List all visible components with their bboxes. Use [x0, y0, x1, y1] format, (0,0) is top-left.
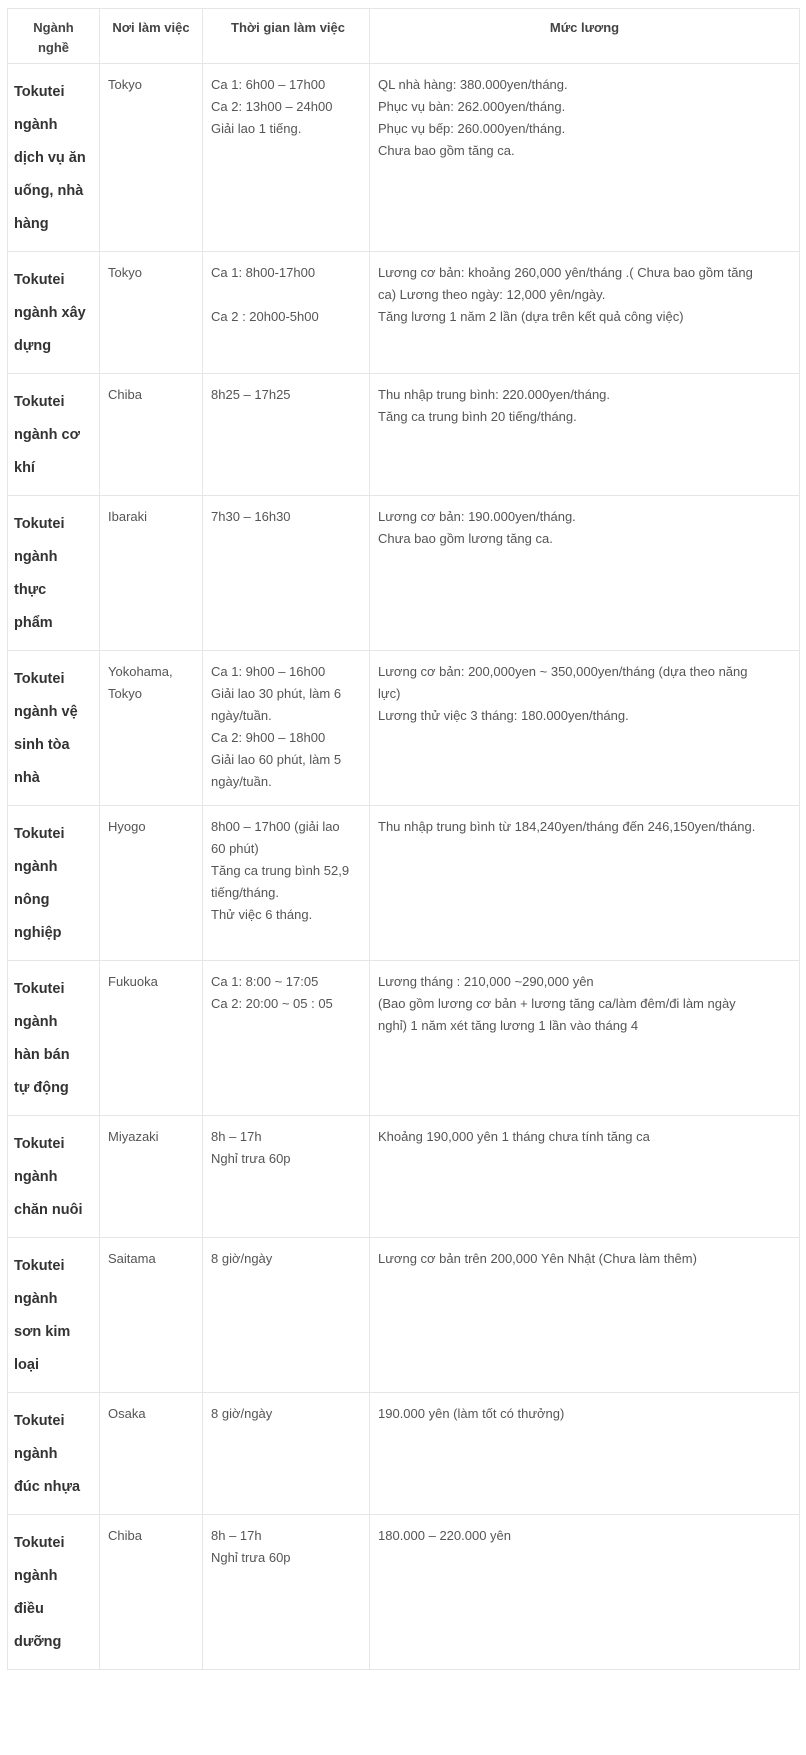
working-hours-line: Giải lao 60 phút, làm 5 [211, 752, 342, 767]
salary-line: Lương tháng : 210,000 ~290,000 yên [378, 974, 594, 989]
place-cell [100, 374, 203, 496]
working-hours-line: Ca 1: 9h00 – 16h00 [211, 664, 326, 679]
salary-cell [370, 1238, 800, 1393]
name-cell [8, 1116, 100, 1238]
header-salary [370, 9, 800, 64]
location-line: Chiba [108, 1528, 142, 1543]
industry-name-line: hàn bán [14, 1047, 70, 1063]
salary-line: (Bao gồm lương cơ bản + lương tăng ca/làm đêm/đi làm ngày [378, 996, 736, 1011]
working-hours-line: 7h30 – 16h30 [211, 509, 291, 524]
header-industry [8, 9, 100, 64]
name-cell [8, 806, 100, 961]
table-row [8, 374, 800, 496]
industry-name-line: ngành [14, 1169, 58, 1185]
location-line: Tokyo [108, 265, 142, 280]
header-salary-label: Mức lương [549, 20, 620, 35]
industry-name-line: điều [14, 1601, 44, 1617]
working-hours-line: 60 phút) [211, 841, 259, 856]
industry-name-line: Tokutei [14, 516, 65, 532]
time-cell [203, 64, 370, 252]
table-row [8, 961, 800, 1116]
working-hours-line: 8 giờ/ngày [211, 1251, 273, 1266]
industry-name-line: ngành [14, 1014, 58, 1030]
name-cell [8, 961, 100, 1116]
industry-name-line: ngành vệ [14, 704, 78, 720]
name-cell [8, 1515, 100, 1670]
working-hours-line: Nghỉ trưa 60p [211, 1151, 291, 1166]
time-cell [203, 806, 370, 961]
location-line: Yokohama, [108, 664, 173, 679]
industry-name-line: loại [14, 1357, 39, 1373]
industry-name-line: ngành [14, 859, 58, 875]
salary-cell [370, 806, 800, 961]
table-row [8, 252, 800, 374]
table-row [8, 1116, 800, 1238]
working-hours-line: tiếng/tháng. [211, 885, 279, 900]
working-hours-line: Ca 1: 6h00 – 17h00 [211, 77, 326, 92]
place-cell [100, 1116, 203, 1238]
name-cell [8, 252, 100, 374]
industry-name-line: Tokutei [14, 1258, 65, 1274]
working-hours-line: Ca 1: 8h00-17h00 [211, 265, 316, 280]
salary-line: QL nhà hàng: 380.000yen/tháng. [378, 77, 568, 92]
salary-line: Thu nhập trung bình: 220.000yen/tháng. [378, 387, 611, 402]
location-line: Ibaraki [108, 509, 148, 524]
location-line: Tokyo [108, 686, 142, 701]
industry-name-line: sinh tòa [14, 737, 70, 753]
name-cell [8, 374, 100, 496]
table-row [8, 1515, 800, 1670]
industry-name-line: uống, nhà [14, 183, 84, 199]
industry-name-line: nhà [14, 770, 40, 786]
industry-name-line: dựng [14, 338, 52, 354]
industry-name-line: thực [14, 582, 47, 598]
working-hours-line: Ca 2: 9h00 – 18h00 [211, 730, 326, 745]
salary-line: Chưa bao gồm tăng ca. [378, 143, 515, 158]
time-cell [203, 1515, 370, 1670]
working-hours-line: Ca 2: 13h00 – 24h00 [211, 99, 333, 114]
industry-name-line: ngành xây [14, 305, 86, 321]
header-location [100, 9, 203, 64]
table-row [8, 496, 800, 651]
table-row [8, 1238, 800, 1393]
industry-name-line: Tokutei [14, 671, 65, 687]
working-hours-line: 8 giờ/ngày [211, 1406, 273, 1421]
time-cell [203, 1393, 370, 1515]
salary-line: Phục vụ bếp: 260.000yen/tháng. [378, 121, 566, 136]
salary-line: ca) Lương theo ngày: 12,000 yên/ngày. [378, 287, 606, 302]
salary-line: Tăng lương 1 năm 2 lần (dựa trên kết quả công việc) [378, 309, 684, 324]
salary-line: Lương cơ bản: khoảng 260,000 yên/tháng .( Chưa bao gồm tăng [378, 265, 753, 280]
industry-name-line: Tokutei [14, 981, 65, 997]
header-location-label: Nơi làm việc [112, 20, 190, 35]
place-cell [100, 252, 203, 374]
salary-line: Chưa bao gồm lương tăng ca. [378, 531, 553, 546]
working-hours-line: 8h – 17h [211, 1129, 262, 1144]
header-working-hours [203, 9, 370, 64]
salary-cell [370, 64, 800, 252]
table-row [8, 1393, 800, 1515]
header-working-hours-label: Thời gian làm việc [231, 20, 345, 35]
name-cell [8, 651, 100, 806]
name-cell [8, 64, 100, 252]
location-line: Tokyo [108, 77, 142, 92]
industry-name-line: ngành [14, 1568, 58, 1584]
salary-cell [370, 496, 800, 651]
industry-name-line: chăn nuôi [14, 1202, 83, 1218]
jobs-table [7, 8, 800, 1670]
industry-name-line: nông [14, 892, 50, 908]
salary-line: Tăng ca trung bình 20 tiếng/tháng. [378, 409, 577, 424]
working-hours-line: Giải lao 1 tiếng. [211, 121, 302, 136]
location-line: Hyogo [108, 819, 146, 834]
industry-name-line: khí [14, 460, 35, 476]
industry-name-line: Tokutei [14, 1535, 65, 1551]
salary-line: 180.000 – 220.000 yên [378, 1528, 512, 1543]
working-hours-line: 8h00 – 17h00 (giải lao [211, 819, 340, 834]
salary-line: lực) [378, 686, 401, 701]
industry-name-line: dưỡng [14, 1634, 62, 1650]
name-cell [8, 1238, 100, 1393]
location-line: Fukuoka [108, 974, 158, 989]
salary-cell [370, 961, 800, 1116]
salary-line: Phục vụ bàn: 262.000yen/tháng. [378, 99, 566, 114]
place-cell [100, 496, 203, 651]
salary-cell [370, 374, 800, 496]
industry-name-line: Tokutei [14, 826, 65, 842]
place-cell [100, 1515, 203, 1670]
working-hours-line: Thử việc 6 tháng. [211, 907, 313, 922]
working-hours-line: Ca 2: 20:00 ~ 05 : 05 [211, 996, 333, 1011]
location-line: Saitama [108, 1251, 156, 1266]
industry-name-line: đúc nhựa [14, 1479, 81, 1495]
time-cell [203, 961, 370, 1116]
time-cell [203, 1116, 370, 1238]
location-line: Chiba [108, 387, 142, 402]
industry-name-line: nghiệp [14, 925, 62, 941]
working-hours-line: 8h – 17h [211, 1528, 262, 1543]
time-cell [203, 252, 370, 374]
salary-line: Khoảng 190,000 yên 1 tháng chưa tính tăng ca [378, 1129, 650, 1144]
name-cell [8, 1393, 100, 1515]
place-cell [100, 651, 203, 806]
time-cell [203, 374, 370, 496]
working-hours-line: Ca 1: 8:00 ~ 17:05 [211, 974, 319, 989]
working-hours-line: Giải lao 30 phút, làm 6 [211, 686, 342, 701]
working-hours-line: ngày/tuần. [211, 774, 272, 789]
table-row [8, 806, 800, 961]
industry-name-line: phẩm [14, 615, 53, 631]
working-hours-line: ngày/tuần. [211, 708, 272, 723]
time-cell [203, 651, 370, 806]
salary-line: Lương cơ bản: 200,000yen ~ 350,000yen/tháng (dựa theo năng [378, 664, 748, 679]
salary-cell [370, 1515, 800, 1670]
industry-name-line: hàng [14, 216, 49, 232]
salary-cell [370, 651, 800, 806]
salary-line: Thu nhập trung bình từ 184,240yen/tháng đến 246,150yen/tháng. [378, 819, 756, 834]
salary-line: Lương cơ bản: 190.000yen/tháng. [378, 509, 576, 524]
industry-name-line: ngành [14, 1291, 58, 1307]
industry-name-line: dịch vụ ăn [14, 150, 86, 166]
location-line: Osaka [108, 1406, 146, 1421]
working-hours-line [211, 284, 361, 306]
time-cell [203, 1238, 370, 1393]
table-row [8, 651, 800, 806]
working-hours-line: Nghỉ trưa 60p [211, 1550, 291, 1565]
salary-cell [370, 252, 800, 374]
industry-name-line: ngành [14, 1446, 58, 1462]
table-body [8, 64, 800, 1670]
industry-name-line: Tokutei [14, 394, 65, 410]
place-cell [100, 64, 203, 252]
industry-name-line: tự động [14, 1080, 69, 1096]
time-cell [203, 496, 370, 651]
place-cell [100, 1393, 203, 1515]
place-cell [100, 961, 203, 1116]
place-cell [100, 806, 203, 961]
table-row [8, 64, 800, 252]
salary-line: 190.000 yên (làm tốt có thưởng) [378, 1406, 565, 1421]
salary-line: Lương cơ bản trên 200,000 Yên Nhật (Chưa làm thêm) [378, 1251, 697, 1266]
industry-name-line: sơn kim [14, 1324, 71, 1340]
name-cell [8, 496, 100, 651]
industry-name-line: ngành [14, 549, 58, 565]
industry-name-line: Tokutei [14, 1136, 65, 1152]
working-hours-line: 8h25 – 17h25 [211, 387, 291, 402]
place-cell [100, 1238, 203, 1393]
header-industry-label: Ngành nghề [33, 20, 74, 55]
industry-name-line: Tokutei [14, 272, 65, 288]
industry-name-line: Tokutei [14, 1413, 65, 1429]
salary-cell [370, 1116, 800, 1238]
industry-name-line: ngành [14, 117, 58, 133]
salary-cell [370, 1393, 800, 1515]
salary-line: Lương thử việc 3 tháng: 180.000yen/tháng. [378, 708, 629, 723]
industry-name-line: Tokutei [14, 84, 65, 100]
salary-line: nghỉ) 1 năm xét tăng lương 1 lần vào tháng 4 [378, 1018, 639, 1033]
location-line: Miyazaki [108, 1129, 159, 1144]
working-hours-line: Tăng ca trung bình 52,9 [211, 863, 350, 878]
table-header-row [8, 9, 800, 64]
industry-name-line: ngành cơ [14, 427, 80, 443]
working-hours-line: Ca 2 : 20h00-5h00 [211, 309, 319, 324]
